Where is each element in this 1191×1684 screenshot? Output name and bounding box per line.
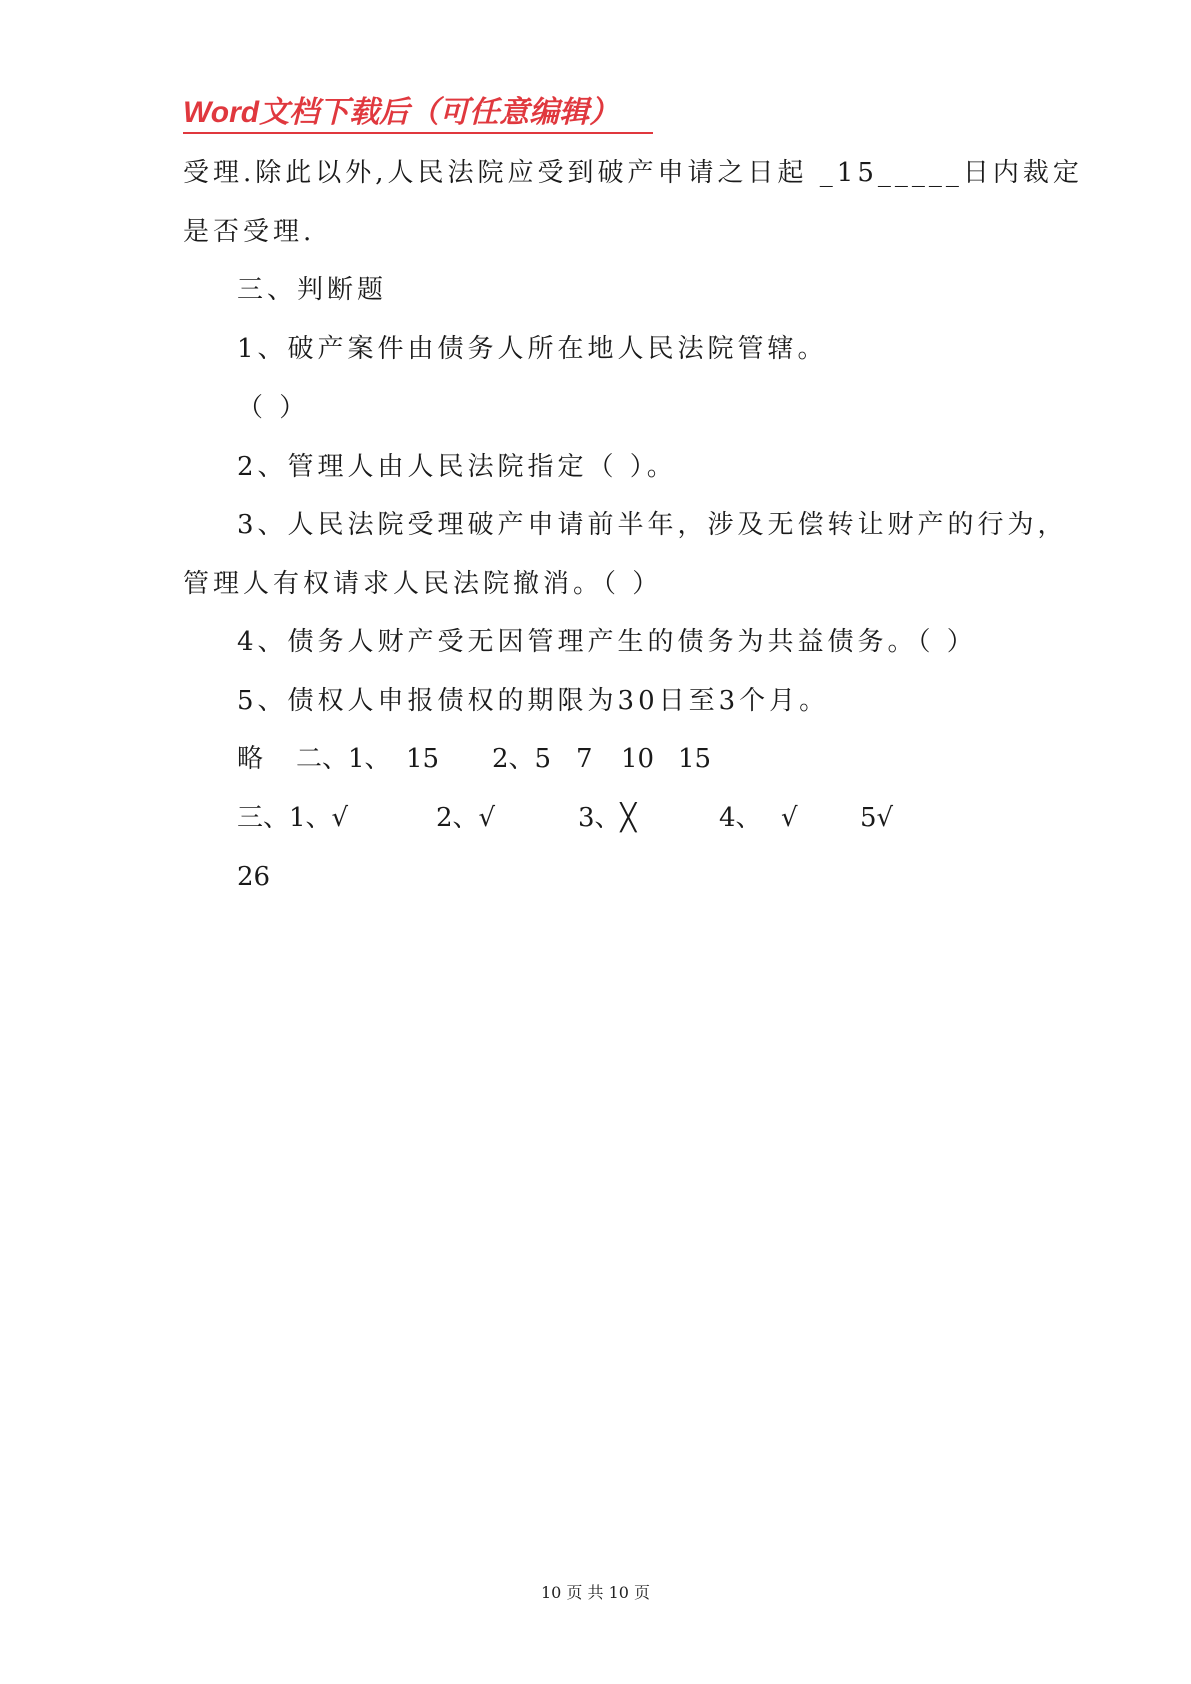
document-header bbox=[183, 96, 653, 134]
body-line-2: 是否受理. bbox=[183, 217, 316, 247]
question-3-line-1: 3、人民法院受理破产申请前半年，涉及无偿转让财产的行为， bbox=[237, 510, 1068, 540]
answer-row1-item: 2、5 bbox=[492, 744, 552, 774]
question-2: 2、管理人由人民法院指定（ ）。 bbox=[237, 452, 677, 482]
answer-row1-item: 15 bbox=[678, 744, 712, 774]
answer-row2-item: 三、1、√ bbox=[237, 803, 349, 833]
answer-row1-item: 15 bbox=[406, 744, 440, 774]
answer-row2-item: 5√ bbox=[860, 803, 894, 833]
answer-row2-item: √ bbox=[781, 803, 798, 833]
answer-row1-item: 略 bbox=[237, 744, 264, 774]
answer-row3: 26 bbox=[237, 862, 271, 892]
question-1-blank: （ ） bbox=[237, 393, 310, 423]
question-5: 5、债权人申报债权的期限为30日至3个月。 bbox=[237, 686, 830, 716]
question-4: 4、债务人财产受无因管理产生的债务为共益债务。（ ） bbox=[237, 627, 977, 657]
question-3-line-2: 管理人有权请求人民法院撤消。（ ） bbox=[183, 569, 663, 599]
answer-row1-item: 7 bbox=[576, 744, 593, 774]
answer-row2-item: 2、√ bbox=[436, 803, 496, 833]
body-line-1: 受理.除此以外,人民法院应受到破产申请之日起 _15_____日内裁定 bbox=[183, 158, 1083, 188]
answer-row2-item: 3、╳ bbox=[578, 803, 637, 833]
section-title: 三、判断题 bbox=[237, 275, 388, 305]
header-title: Word文档下载后（可任意编辑） bbox=[183, 96, 620, 129]
question-1: 1、破产案件由债务人所在地人民法院管辖。 bbox=[237, 334, 828, 364]
answer-row1-item: 10 bbox=[621, 744, 655, 774]
answer-row1-item: 二、1、 bbox=[296, 744, 391, 774]
page-footer: 10 页 共 10 页 bbox=[540, 1583, 651, 1602]
answer-row2-item: 4、 bbox=[719, 803, 762, 833]
